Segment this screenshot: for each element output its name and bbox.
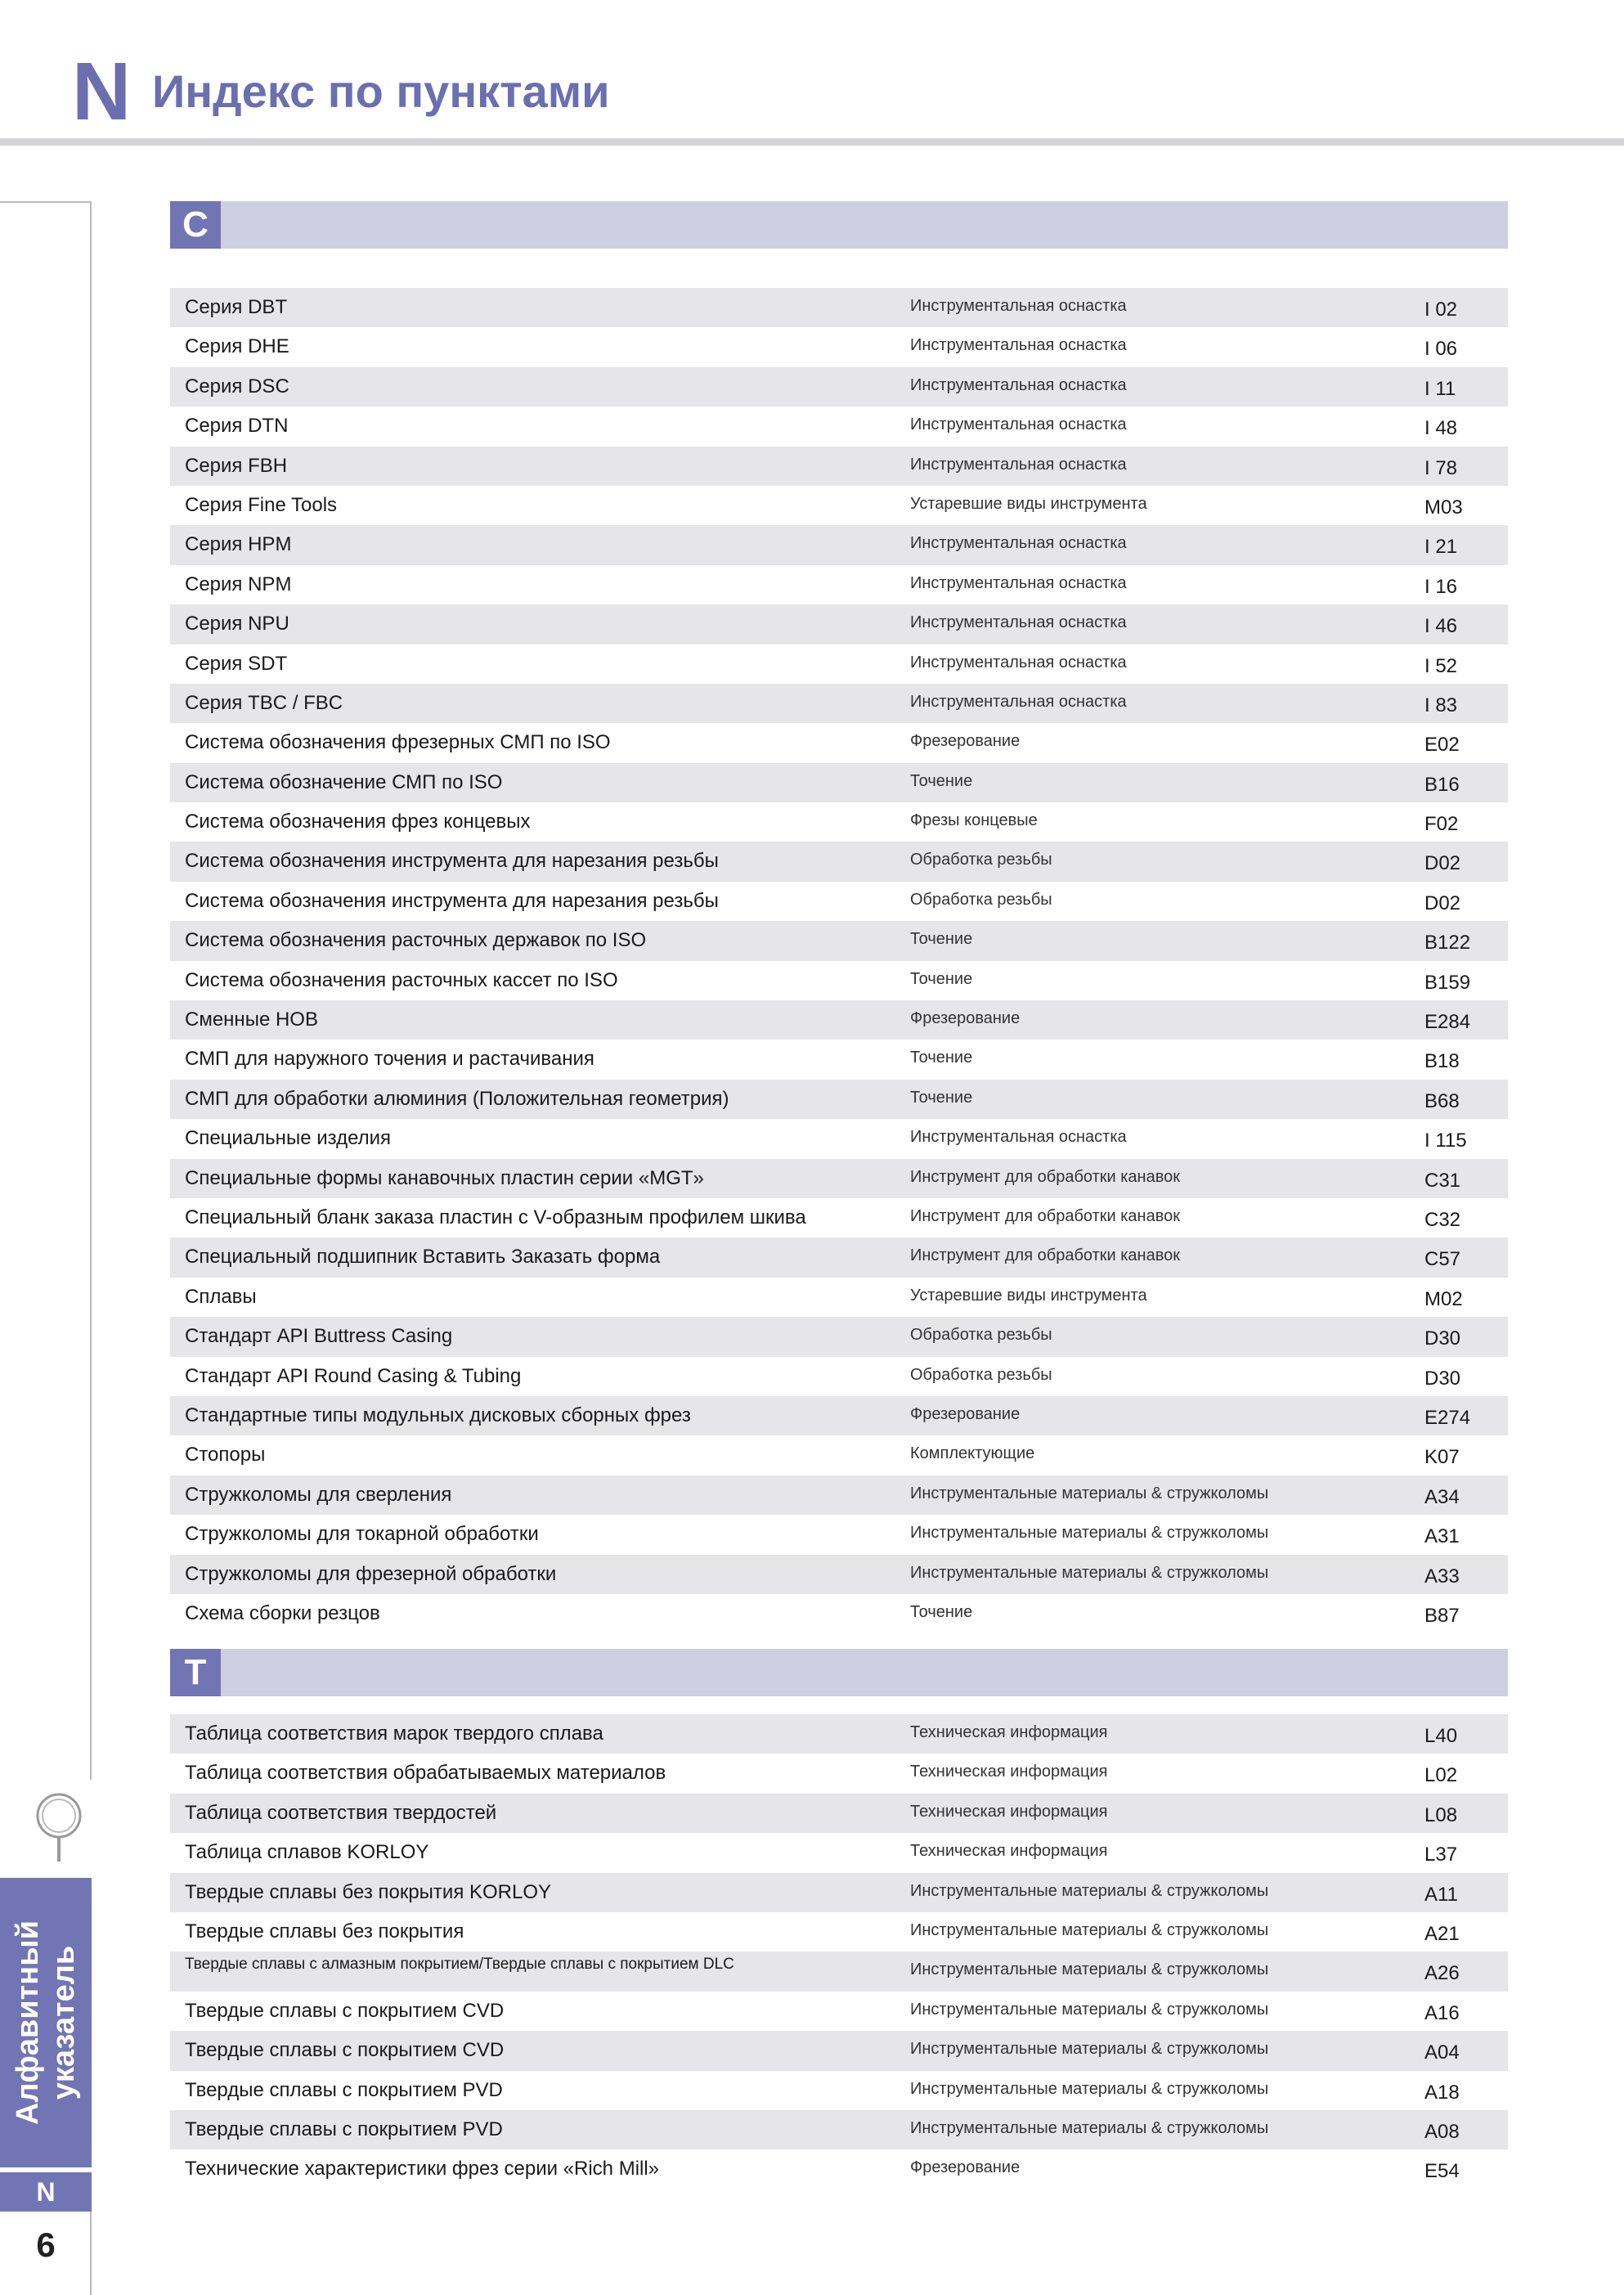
index-entry-category: Инструментальные материалы & стружколомы (910, 2118, 1269, 2137)
index-entry-page-ref[interactable]: I 48 (1424, 417, 1458, 440)
index-entry-category: Инструмент для обработки канавок (910, 1167, 1180, 1186)
index-row (170, 1040, 1508, 1079)
index-row (170, 2071, 1508, 2110)
index-row (170, 406, 1508, 446)
index-entry-page-ref[interactable]: D30 (1424, 1327, 1461, 1350)
index-entry-page-ref[interactable]: B87 (1424, 1604, 1460, 1627)
index-entry-page-ref[interactable]: D30 (1424, 1367, 1461, 1390)
index-entry-name: Система обозначение СМП по ISO (185, 770, 503, 793)
index-entry-category: Комплектующие (910, 1444, 1035, 1463)
header-section-letter: N (72, 46, 132, 137)
index-entry-page-ref[interactable]: A21 (1424, 1922, 1460, 1945)
section-header-c (170, 201, 1508, 249)
index-entry-name: Технические характеристики фрез серии «Rich Mill» (185, 2158, 660, 2180)
index-entry-page-ref[interactable]: I 11 (1424, 377, 1456, 400)
index-entry-name: Стандарт API Buttress Casing (185, 1325, 453, 1348)
index-row (170, 2149, 1508, 2189)
index-entry-category: Инструментальные материалы & стружколомы (910, 1563, 1269, 1582)
index-entry-page-ref[interactable]: A11 (1424, 1883, 1458, 1906)
index-entry-name: Твердые сплавы с покрытием PVD (185, 2078, 503, 2101)
index-entry-name: Стопоры (185, 1444, 266, 1466)
index-entry-category: Обработка резьбы (910, 1326, 1052, 1345)
index-entry-name: Таблица соответствия твердостей (185, 1801, 497, 1824)
index-entry-name: Стружколомы для фрезерной обработки (185, 1562, 557, 1585)
index-entry-name: СМП для наружного точения и растачивания (185, 1048, 594, 1071)
index-entry-category: Инструмент для обработки канавок (910, 1206, 1180, 1225)
index-row (170, 1794, 1508, 1833)
index-entry-page-ref[interactable]: L40 (1424, 1725, 1458, 1747)
index-entry-name: Твердые сплавы с алмазным покрытием/Твердые сплавы с покрытием DLC (185, 1956, 734, 1974)
index-entry-name: Серия DTN (185, 415, 289, 438)
header-divider (0, 138, 1624, 146)
index-entry-category: Инструментальные материалы & стружколомы (910, 2040, 1269, 2059)
index-row (170, 1317, 1508, 1356)
index-entry-name: Система обозначения инструмента для нарезания резьбы (185, 889, 719, 912)
index-row (170, 1951, 1508, 1991)
index-row (170, 684, 1508, 723)
sidebar-tab-label (0, 1878, 92, 2167)
index-entry-name: Таблица сплавов KORLOY (185, 1841, 429, 1864)
index-entry-name: Сплавы (185, 1285, 257, 1308)
index-entry-name: Сменные HOB (185, 1008, 318, 1031)
index-entry-name: Система обозначения расточных кассет по ISO (185, 968, 618, 991)
index-entry-category: Точение (910, 969, 973, 988)
index-entry-category: Инструментальные материалы & стружколомы (910, 1960, 1269, 1979)
index-entry-page-ref[interactable]: F02 (1424, 813, 1459, 836)
index-entry-category: Инструментальная оснастка (910, 415, 1127, 434)
index-entry-name: Специальные изделия (185, 1127, 392, 1150)
index-entry-category: Точение (910, 771, 973, 790)
index-row (170, 644, 1508, 684)
index-row (170, 1159, 1508, 1198)
index-entry-category: Инструментальная оснастка (910, 1128, 1127, 1147)
index-entry-category: Инструментальные материалы & стружколомы (910, 1920, 1269, 1939)
index-row (170, 327, 1508, 366)
index-entry-page-ref[interactable]: M03 (1424, 496, 1463, 519)
index-entry-name: Таблица соответствия обрабатываемых материалов (185, 1762, 666, 1785)
index-entry-category: Фрезерование (910, 1404, 1021, 1423)
index-row (170, 1912, 1508, 1951)
index-entry-page-ref[interactable]: A26 (1424, 1962, 1460, 1985)
index-entry-category: Точение (910, 1602, 973, 1621)
index-entry-name: СМП для обработки алюминия (Положительная геометрия) (185, 1087, 729, 1110)
index-entry-name: Серия FBH (185, 454, 288, 477)
index-entry-category: Инструментальная оснастка (910, 375, 1127, 394)
index-row (170, 1873, 1508, 1912)
index-entry-category: Инструментальная оснастка (910, 336, 1127, 355)
index-row (170, 525, 1508, 564)
index-entry-category: Инструментальные материалы & стружколомы (910, 1524, 1269, 1543)
index-entry-category: Техническая информация (910, 1763, 1108, 1781)
index-row (170, 1198, 1508, 1237)
index-entry-category: Инструментальные материалы & стружколомы (910, 2000, 1269, 2019)
index-entry-name: Система обозначения фрезерных СМП по ISO (185, 731, 611, 754)
index-row (170, 2110, 1508, 2149)
index-entry-category: Инструментальные материалы & стружколомы (910, 2079, 1269, 2098)
index-entry-page-ref[interactable]: B159 (1424, 971, 1471, 994)
index-entry-name: Твердые сплавы с покрытием CVD (185, 1999, 505, 2022)
index-row (170, 565, 1508, 604)
index-entry-name: Твердые сплавы без покрытия KORLOY (185, 1880, 552, 1903)
index-row (170, 1714, 1508, 1754)
index-entry-page-ref[interactable]: I 46 (1424, 615, 1458, 638)
index-entry-page-ref[interactable]: I 83 (1424, 694, 1458, 716)
index-entry-page-ref[interactable]: B16 (1424, 773, 1460, 796)
sidebar-tab-alphabetical-index[interactable] (0, 1878, 92, 2167)
index-entry-category: Инструментальная оснастка (910, 297, 1127, 315)
index-entry-category: Инструментальная оснастка (910, 613, 1127, 632)
index-entry-page-ref[interactable]: A33 (1424, 1565, 1460, 1588)
index-entry-name: Стандартные типы модульных дисковых сборных фрез (185, 1403, 691, 1426)
index-entry-page-ref[interactable]: M02 (1424, 1287, 1463, 1310)
index-entry-category: Инструментальная оснастка (910, 573, 1127, 592)
index-entry-page-ref[interactable]: I 06 (1424, 338, 1458, 361)
index-entry-name: Серия DHE (185, 335, 289, 358)
index-row (170, 802, 1508, 842)
index-row (170, 1555, 1508, 1594)
index-row (170, 604, 1508, 644)
index-row (170, 882, 1508, 921)
index-entry-category: Устаревшие виды инструмента (910, 1286, 1147, 1305)
index-row (170, 367, 1508, 406)
index-entry-category: Точение (910, 930, 973, 949)
page-number: 6 (36, 2225, 56, 2264)
index-entry-page-ref[interactable]: A08 (1424, 2120, 1460, 2143)
index-row (170, 1754, 1508, 1793)
index-entry-name: Стружколомы для сверления (185, 1483, 452, 1506)
index-entry-category: Техническая информация (910, 1842, 1108, 1861)
index-entry-name: Твердые сплавы без покрытия (185, 1920, 464, 1942)
index-entry-page-ref[interactable]: I 02 (1424, 299, 1458, 321)
index-entry-category: Обработка резьбы (910, 1365, 1052, 1384)
section-letter: C (170, 201, 221, 249)
index-entry-page-ref[interactable]: A31 (1424, 1525, 1460, 1548)
index-entry-name: Стандарт API Round Casing & Tubing (185, 1364, 522, 1387)
index-entry-category: Инструментальная оснастка (910, 534, 1127, 553)
index-row (170, 486, 1508, 525)
index-entry-name: Система обозначения расточных державок по ISO (185, 929, 647, 952)
index-entry-category: Инструментальные материалы & стружколомы (910, 1484, 1269, 1502)
index-entry-category: Фрезерование (910, 2158, 1021, 2177)
index-row (170, 723, 1508, 762)
index-row (170, 1594, 1508, 1633)
index-entry-name: Серия Fine Tools (185, 493, 338, 516)
sidebar-tab-label-line2: указатель (47, 1945, 81, 2100)
sidebar-section-letter[interactable]: N (0, 2172, 92, 2212)
index-row (170, 763, 1508, 802)
index-entry-category: Инструмент для обработки канавок (910, 1246, 1180, 1265)
index-entry-name: Специальные формы канавочных пластин серии «MGT» (185, 1166, 704, 1189)
index-entry-category: Обработка резьбы (910, 851, 1052, 869)
index-entry-page-ref[interactable]: I 78 (1424, 456, 1458, 479)
index-entry-page-ref[interactable]: D02 (1424, 852, 1461, 875)
index-entry-category: Фрезерование (910, 732, 1021, 751)
index-entry-page-ref[interactable]: I 115 (1424, 1130, 1467, 1152)
index-row (170, 1833, 1508, 1872)
index-entry-name: Стружколомы для токарной обработки (185, 1523, 539, 1546)
index-row (170, 1237, 1508, 1277)
page-header (0, 0, 1624, 147)
index-row (170, 1396, 1508, 1435)
index-row (170, 1515, 1508, 1554)
index-row (170, 921, 1508, 960)
index-row (170, 1278, 1508, 1317)
section-letter: T (170, 1649, 221, 1696)
sidebar-frame (0, 201, 92, 1780)
index-entry-name: Серия DSC (185, 375, 289, 397)
index-entry-page-ref[interactable]: A16 (1424, 2001, 1460, 2024)
sidebar-tab-label-line1: Алфавитный (11, 1920, 45, 2126)
index-row (170, 1119, 1508, 1158)
index-entry-page-ref[interactable]: B68 (1424, 1089, 1460, 1112)
index-entry-page-ref[interactable]: C57 (1424, 1248, 1461, 1271)
index-row (170, 288, 1508, 327)
index-entry-page-ref[interactable]: K07 (1424, 1446, 1460, 1469)
index-entry-name: Твердые сплавы с покрытием CVD (185, 2039, 505, 2062)
section-header-t (170, 1649, 1508, 1696)
index-entry-category: Инструментальные материалы & стружколомы (910, 1881, 1269, 1900)
index-entry-name: Серия HPM (185, 533, 292, 556)
index-entry-name: Система обозначения инструмента для нарезания резьбы (185, 850, 719, 873)
index-entry-name: Таблица соответствия марок твердого сплава (185, 1722, 603, 1745)
index-entry-category: Инструментальная оснастка (910, 455, 1127, 474)
index-entry-category: Техническая информация (910, 1723, 1108, 1741)
index-entry-page-ref[interactable]: L37 (1424, 1844, 1458, 1866)
index-row (170, 1475, 1508, 1515)
index-entry-page-ref[interactable]: C31 (1424, 1169, 1461, 1192)
index-row (170, 1992, 1508, 2031)
index-list-c (170, 288, 1508, 1633)
index-entry-page-ref[interactable]: A18 (1424, 2081, 1460, 2104)
index-row (170, 1357, 1508, 1396)
index-entry-category: Устаревшие виды инструмента (910, 494, 1147, 513)
index-entry-page-ref[interactable]: C32 (1424, 1208, 1461, 1231)
index-entry-page-ref[interactable]: E02 (1424, 734, 1460, 757)
index-row (170, 2031, 1508, 2070)
index-entry-name: Серия SDT (185, 652, 288, 675)
index-entry-category: Точение (910, 1088, 973, 1107)
index-entry-category: Обработка резьбы (910, 890, 1052, 909)
index-entry-name: Твердые сплавы с покрытием PVD (185, 2118, 503, 2140)
magnifier-icon (34, 1790, 83, 1863)
index-entry-category: Инструментальная оснастка (910, 653, 1127, 671)
index-row (170, 1000, 1508, 1040)
index-entry-page-ref[interactable]: E54 (1424, 2160, 1460, 2183)
index-entry-page-ref[interactable]: I 21 (1424, 536, 1458, 559)
index-entry-name: Серия TBC / FBC (185, 691, 343, 714)
index-entry-page-ref[interactable]: E284 (1424, 1011, 1471, 1034)
index-entry-name: Серия NPM (185, 573, 292, 595)
index-list-t (170, 1714, 1508, 2189)
index-entry-page-ref[interactable]: L02 (1424, 1764, 1458, 1787)
index-entry-name: Специальный подшипник Вставить Заказать форма (185, 1246, 661, 1269)
index-entry-page-ref[interactable]: B18 (1424, 1050, 1460, 1073)
index-entry-category: Точение (910, 1049, 973, 1067)
index-entry-category: Фрезы концевые (910, 811, 1038, 830)
index-entry-name: Специальный бланк заказа пластин с V-образным профилем шкива (185, 1206, 806, 1228)
index-entry-category: Техническая информация (910, 1802, 1108, 1821)
index-row (170, 1080, 1508, 1119)
index-entry-name: Серия DBT (185, 296, 288, 318)
index-entry-page-ref[interactable]: E274 (1424, 1406, 1471, 1429)
index-entry-page-ref[interactable]: D02 (1424, 892, 1461, 914)
index-entry-page-ref[interactable]: A04 (1424, 2041, 1460, 2064)
index-entry-page-ref[interactable]: A34 (1424, 1485, 1460, 1508)
index-entry-page-ref[interactable]: I 52 (1424, 654, 1458, 677)
index-entry-category: Инструментальная оснастка (910, 692, 1127, 711)
page-title: Индекс по пунктами (152, 65, 610, 117)
index-entry-name: Схема сборки резцов (185, 1601, 380, 1624)
index-row (170, 1435, 1508, 1475)
index-entry-page-ref[interactable]: I 16 (1424, 575, 1458, 598)
index-row (170, 961, 1508, 1000)
index-row (170, 842, 1508, 881)
index-entry-name: Система обозначения фрез концевых (185, 811, 531, 833)
index-entry-page-ref[interactable]: B122 (1424, 932, 1471, 954)
index-entry-page-ref[interactable]: L08 (1424, 1803, 1458, 1826)
index-row (170, 447, 1508, 486)
index-entry-category: Фрезерование (910, 1009, 1021, 1028)
index-entry-name: Серия NPU (185, 613, 289, 636)
